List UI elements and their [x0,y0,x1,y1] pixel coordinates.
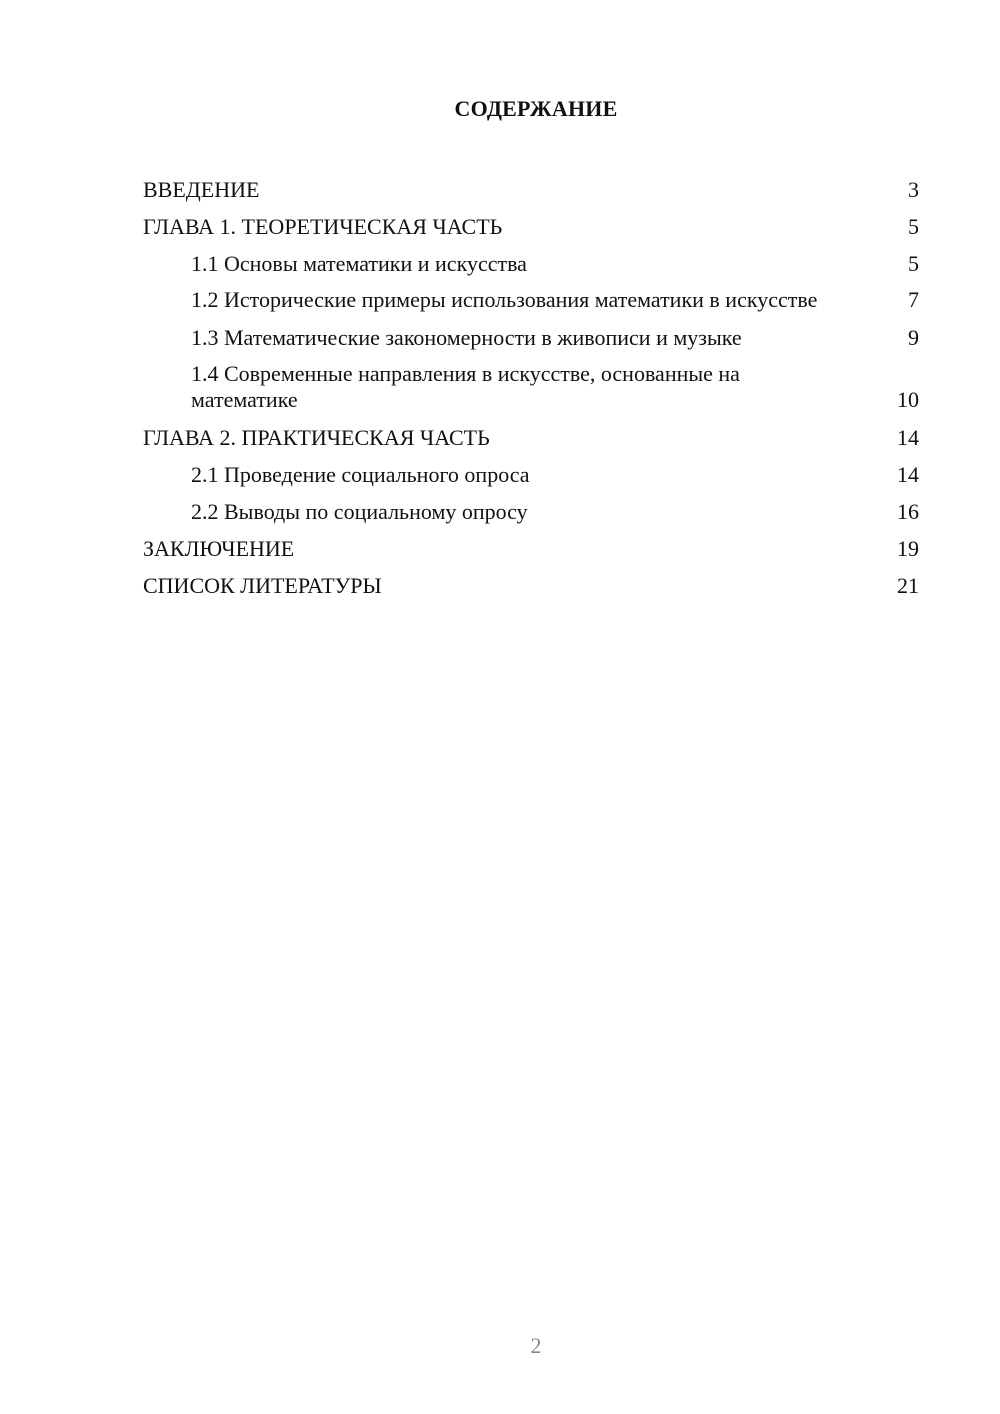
toc-entry-section-2-1[interactable] [143,456,919,493]
toc-entry-section-1-1[interactable] [143,245,919,282]
toc-entry-references[interactable] [143,567,919,604]
toc-entry-title: 1.1 Основы математики и искусства [191,250,527,276]
toc-entry-page: 10 [897,387,919,412]
toc-entry-title: ЗАКЛЮЧЕНИЕ [143,535,295,561]
toc-entry-introduction[interactable] [143,171,919,208]
toc-entry-page: 9 [908,324,919,350]
toc-entry-page: 14 [897,424,919,450]
toc-entry-page: 21 [897,572,919,598]
toc-entry-title: 1.2 Исторические примеры использования математики в искусстве [191,287,818,312]
toc-entry-page: 5 [908,213,919,239]
toc-entry-page: 16 [897,498,919,524]
toc-entry-title: ГЛАВА 1. ТЕОРЕТИЧЕСКАЯ ЧАСТЬ [143,213,503,239]
toc-entry-title: 1.4 Современные направления в искусстве, основанные на математике [191,361,740,412]
toc-entry-section-1-2[interactable] [143,282,919,319]
toc-entry-section-1-3[interactable] [143,319,919,356]
toc-entry-title: ГЛАВА 2. ПРАКТИЧЕСКАЯ ЧАСТЬ [143,424,490,450]
toc-entry-page: 14 [897,461,919,487]
toc-entry-section-2-2[interactable] [143,493,919,530]
page-title: СОДЕРЖАНИЕ [454,96,618,121]
page-number: 2 [530,1333,542,1358]
toc-entry-title: 2.1 Проведение социального опроса [191,461,530,487]
toc-entry-title: ВВЕДЕНИЕ [143,176,260,202]
toc-entry-page: 7 [908,287,919,312]
toc-entry-title: СПИСОК ЛИТЕРАТУРЫ [143,572,382,598]
toc-entry-title: 1.3 Математические закономерности в живописи и музыке [191,324,742,350]
toc-entry-chapter-1[interactable] [143,208,919,245]
toc-entry-page: 19 [897,535,919,561]
toc-entry-page: 3 [908,176,919,202]
toc-entry-title: 2.2 Выводы по социальному опросу [191,498,528,524]
toc-entry-section-1-4[interactable] [143,356,919,419]
toc-entry-page: 5 [908,250,919,276]
toc-entry-conclusion[interactable] [143,530,919,567]
table-of-contents [143,171,919,604]
toc-entry-chapter-2[interactable] [143,419,919,456]
